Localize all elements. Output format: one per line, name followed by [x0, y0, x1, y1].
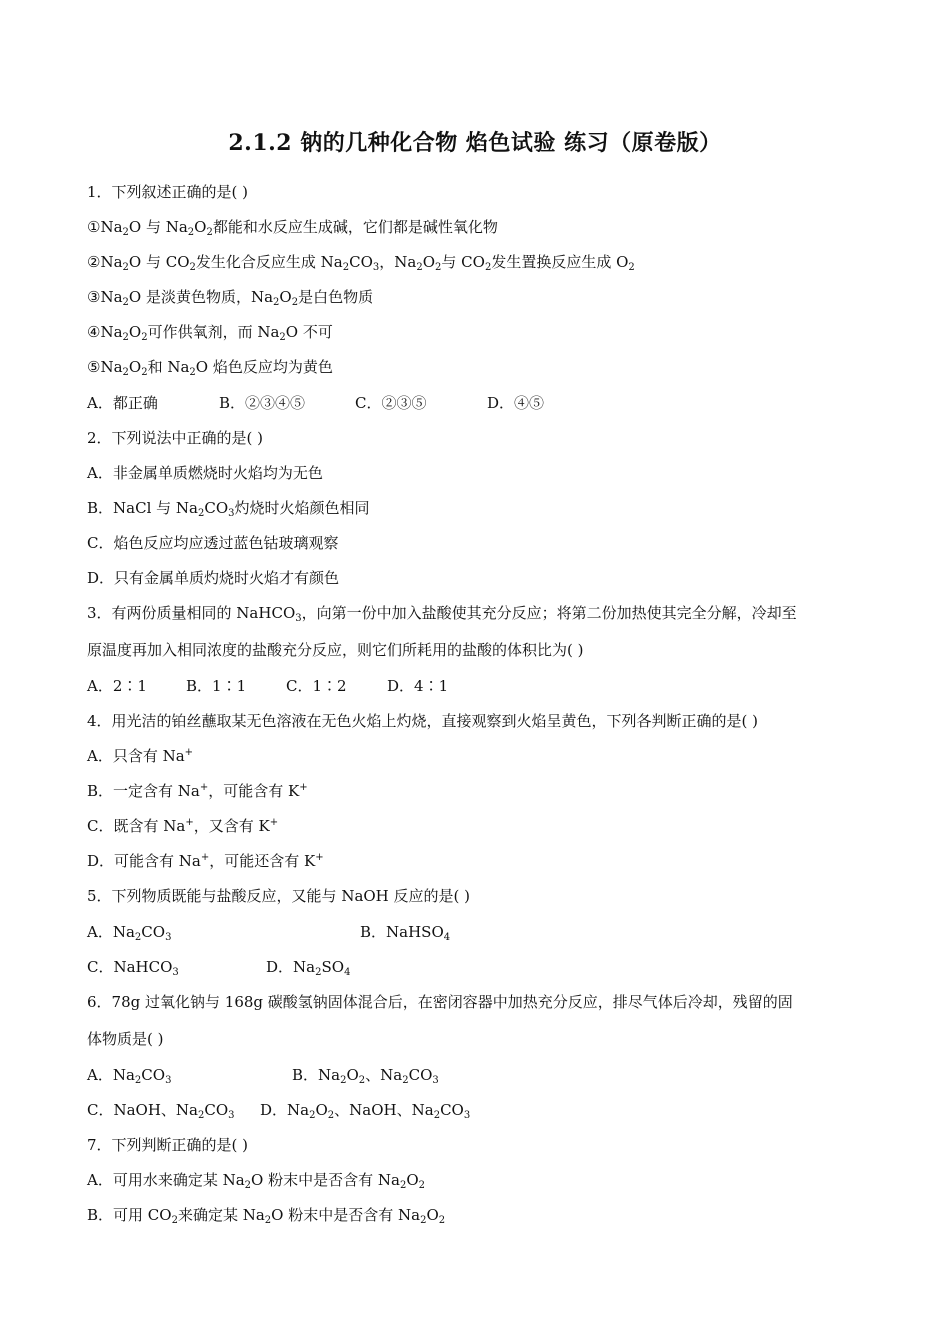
- question-2-option-b: B．NaCl 与 $Na_2CO_3$灼烧时火焰颜色相同: [87, 499, 370, 519]
- question-6-option-d: D．$Na_2O_2$、NaOH、$Na_2CO_3$: [260, 1101, 471, 1121]
- question-3-option-c: C．1∶2: [286, 677, 347, 695]
- question-4-option-d: D．可能含有 Na+，可能还含有 K+: [87, 852, 324, 870]
- question-7-stem: 7．下列判断正确的是( ): [87, 1136, 249, 1154]
- question-1-option-d: D．④⑤: [487, 394, 545, 412]
- question-1-statement-5: $⑤Na_2O_2$和 $Na_2O$ 焰色反应均为黄色: [87, 358, 333, 378]
- question-6-option-b: B．$Na_2O_2$、$Na_2CO_3$: [292, 1066, 439, 1086]
- question-3-option-a: A．2∶1: [87, 677, 147, 695]
- question-3-option-d: D．4∶1: [387, 677, 449, 695]
- question-2-option-c: C．焰色反应均应透过蓝色钴玻璃观察: [87, 534, 339, 552]
- question-1-statement-2: $②Na_2O$ 与 $CO_2$发生化合反应生成 $Na_2CO_3$，$Na_2O_2$与 $CO_2$发生置换反应生成 $O_2$: [87, 253, 635, 273]
- question-2-option-a: A．非金属单质燃烧时火焰均为无色: [87, 464, 323, 482]
- question-6-option-c: C．NaOH、$Na_2CO_3$: [87, 1101, 235, 1121]
- question-4-option-b: B．一定含有 Na+，可能含有 K+: [87, 782, 308, 800]
- question-3-stem-line-1: 3．有两份质量相同的 NaHCO$_3$，向第一份中加入盐酸使其充分反应；将第二份加热使其完全分解，冷却至: [87, 604, 797, 624]
- question-2-stem: 2．下列说法中正确的是( ): [87, 429, 264, 447]
- question-4-option-a: A．只含有 Na+: [87, 747, 194, 765]
- question-1-option-a: A．都正确: [87, 394, 158, 412]
- question-4-stem: 4．用光洁的铂丝蘸取某无色溶液在无色火焰上灼烧，直接观察到火焰呈黄色，下列各判断正确的是( ): [87, 712, 759, 730]
- question-6-stem-line-1: 6．78g 过氧化钠与 168g 碳酸氢钠固体混合后，在密闭容器中加热充分反应，排尽气体后冷却，残留的固: [87, 993, 793, 1011]
- question-3-option-b: B．1∶1: [186, 677, 247, 695]
- question-5-stem: 5．下列物质既能与盐酸反应，又能与 NaOH 反应的是( ): [87, 887, 471, 905]
- question-1-stem: 1．下列叙述正确的是( ): [87, 183, 249, 201]
- question-2-option-d: D．只有金属单质灼烧时火焰才有颜色: [87, 569, 340, 587]
- question-5-option-b: B．NaHSO$_4$: [360, 923, 451, 943]
- question-7-option-a: A．可用水来确定某 $Na_2O$ 粉末中是否含有 $Na_2O_2$: [87, 1171, 426, 1191]
- question-4-option-c: C．既含有 Na+，又含有 K+: [87, 817, 279, 835]
- question-5-option-a: A．$Na_2CO_3$: [87, 923, 172, 943]
- question-6-option-a: A．$Na_2CO_3$: [87, 1066, 172, 1086]
- question-5-option-d: D．$Na_2SO_4$: [266, 958, 351, 978]
- question-6-stem-line-2: 体物质是( ): [87, 1030, 164, 1048]
- question-5-option-c: C．NaHCO$_3$: [87, 958, 179, 978]
- question-1-option-b: B．②③④⑤: [219, 394, 306, 412]
- question-3-stem-line-2: 原温度再加入相同浓度的盐酸充分反应，则它们所耗用的盐酸的体积比为( ): [87, 641, 584, 659]
- question-1-statement-3: $③Na_2O$ 是淡黄色物质，$Na_2O_2$是白色物质: [87, 288, 374, 308]
- question-1-statement-1: $①Na_2O$ 与 $Na_2O_2$都能和水反应生成碱，它们都是碱性氧化物: [87, 218, 498, 238]
- question-1-statement-4: $④Na_2O_2$可作供氧剂，而 $Na_2O$ 不可: [87, 323, 333, 343]
- question-7-option-b: B．可用 $CO_2$来确定某 $Na_2O$ 粉末中是否含有 $Na_2O_2$: [87, 1206, 446, 1226]
- page-title: 2.1.2 钠的几种化合物 焰色试验 练习（原卷版）: [228, 130, 722, 156]
- question-1-option-c: C．②③⑤: [355, 394, 427, 412]
